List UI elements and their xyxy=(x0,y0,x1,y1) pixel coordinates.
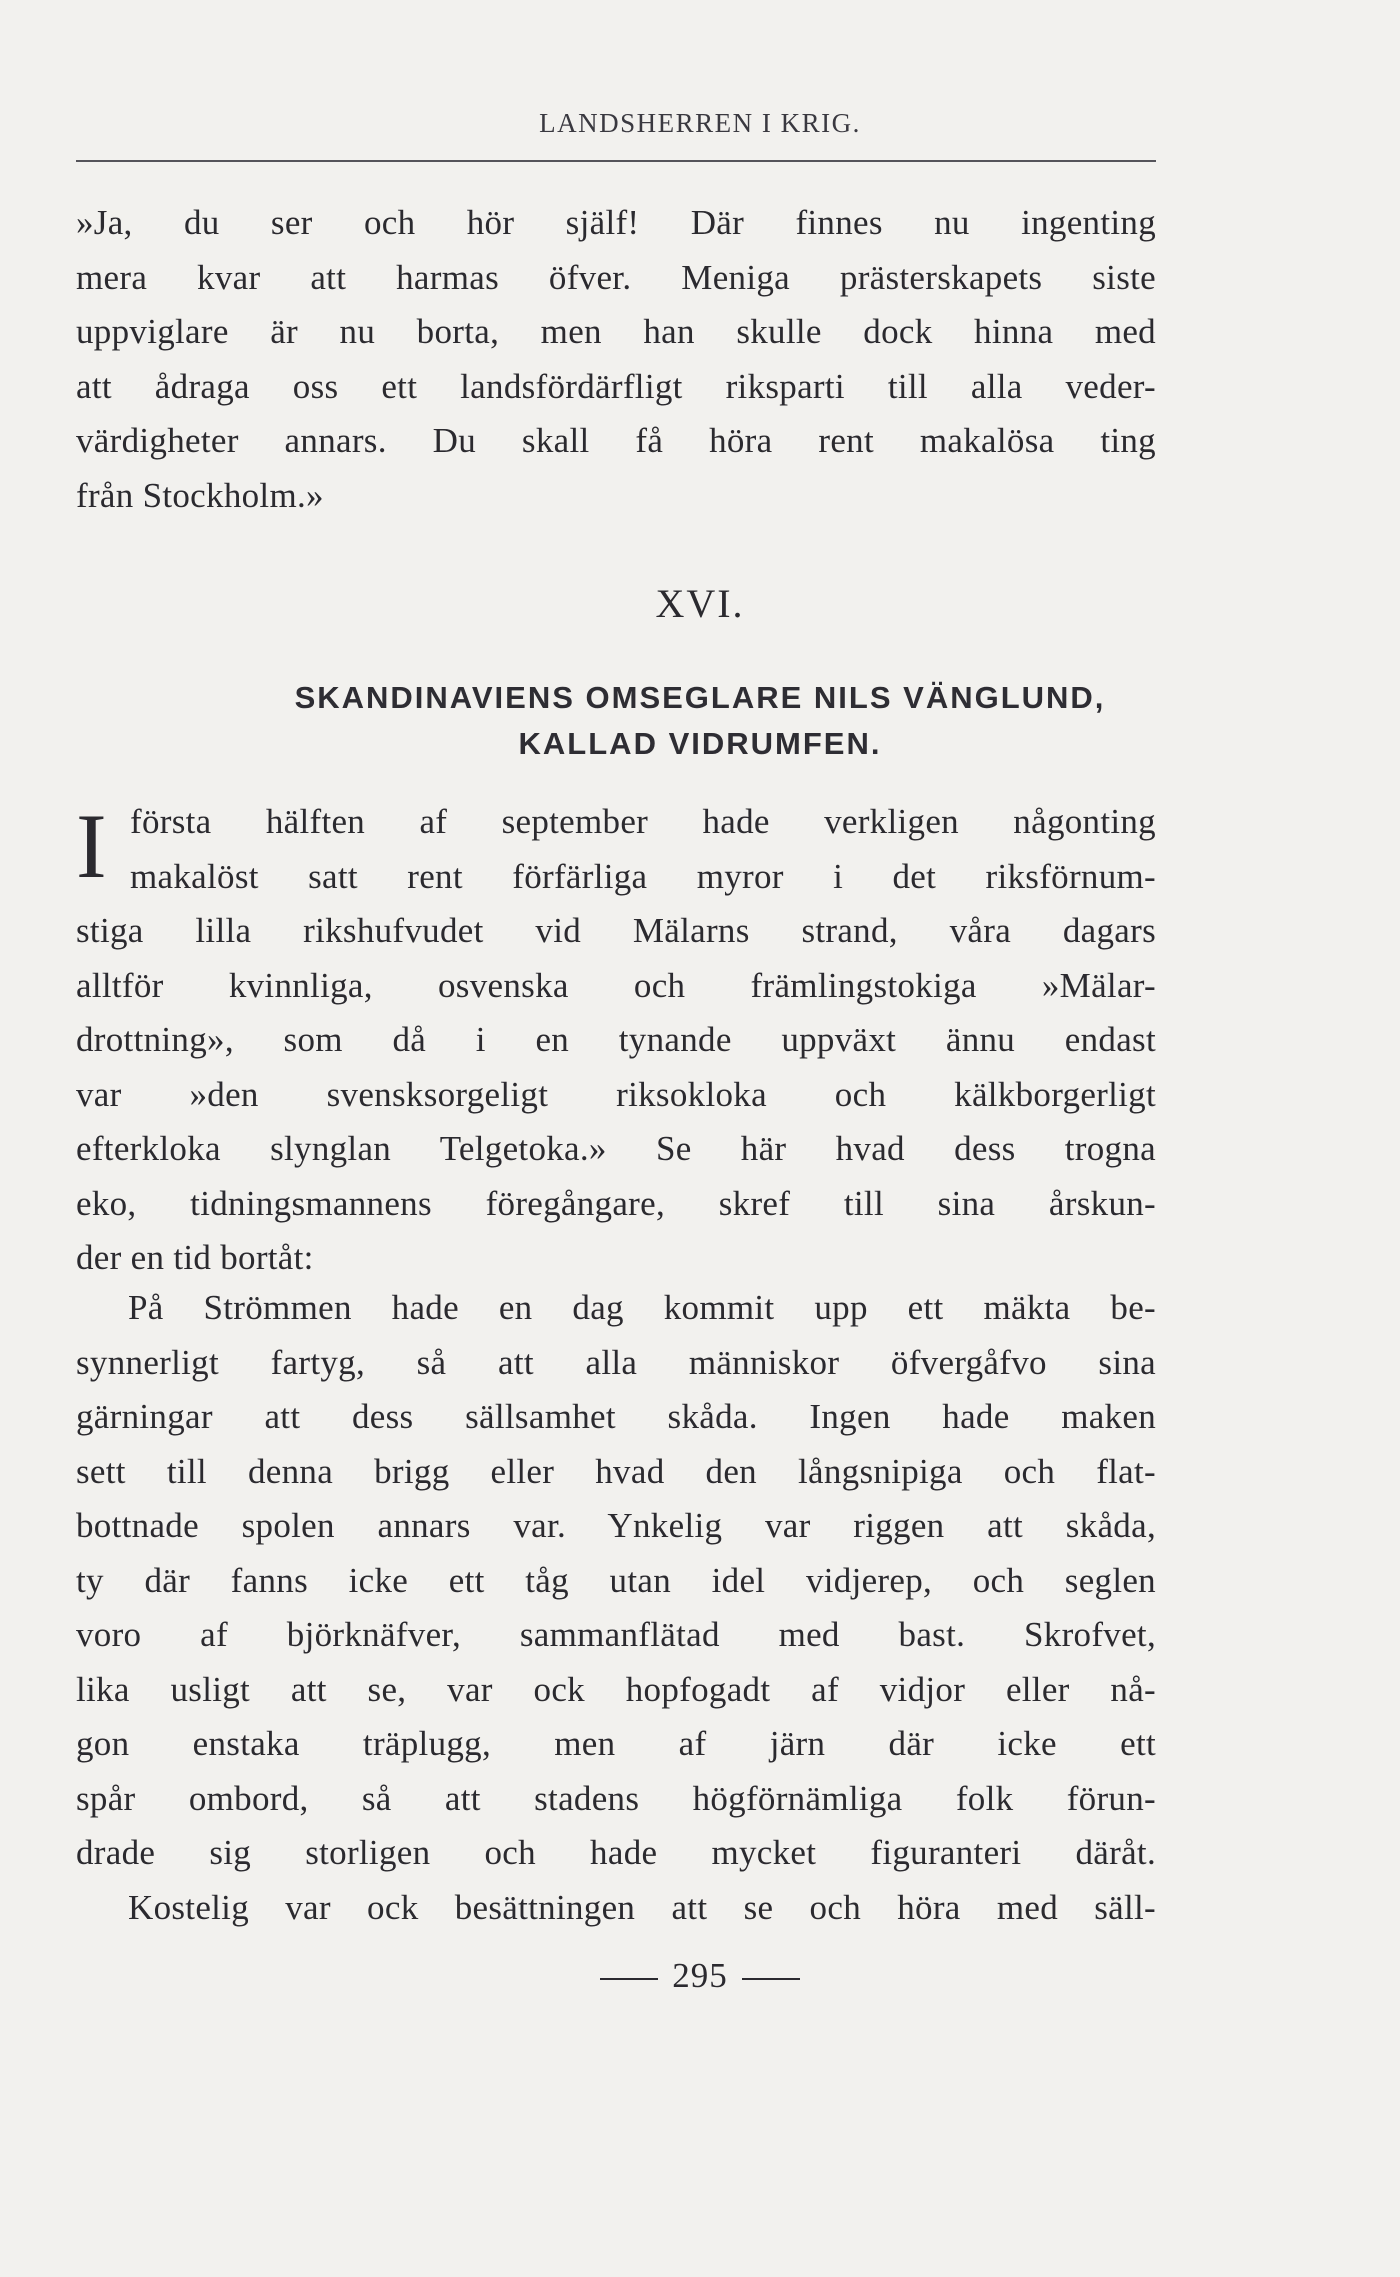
quoted-passage xyxy=(76,1281,1156,1935)
text-line: lika usligt att se, var ock hopfogadt af vidjor eller nå- xyxy=(76,1669,1156,1709)
text-line: der en tid bortåt: xyxy=(76,1238,314,1277)
text-line: eko, tidningsmannens föregångare, skref till sina årskun- xyxy=(76,1183,1156,1223)
text-line: ty där fanns icke ett tåg utan idel vidjerep, och seglen xyxy=(76,1560,1156,1600)
chapter-title-line-1: SKANDINAVIENS OMSEGLARE NILS VÄNGLUND, xyxy=(294,680,1106,715)
text-line: sett till denna brigg eller hvad den långsnipiga och flat- xyxy=(76,1451,1156,1491)
text-line: makalöst satt rent förfärliga myror i det riksförnum- xyxy=(130,856,1156,896)
text-line: gärningar att dess sällsamhet skåda. Ingen hade maken xyxy=(76,1397,1156,1436)
page-number: 295 xyxy=(672,1956,728,1995)
text-line: stiga lilla rikshufvudet vid Mälarns strand, våra dagars xyxy=(76,911,1156,950)
drop-cap: I xyxy=(76,795,107,897)
chapter-number: XVI. xyxy=(655,581,745,626)
text-line: efterkloka slynglan Telgetoka.» Se här hvad dess trogna xyxy=(76,1129,1156,1168)
text-line: Kostelig var ock besättningen att se och höra med säll- xyxy=(128,1887,1156,1927)
left-dash xyxy=(600,1978,658,1980)
text-line: att ådraga oss ett landsfördärfligt riksparti till alla veder- xyxy=(76,366,1156,406)
text-line: mera kvar att harmas öfver. Meniga prästerskapets siste xyxy=(76,257,1156,297)
right-dash xyxy=(742,1978,800,1980)
text-line: drade sig storligen och hade mycket figuranteri däråt. xyxy=(76,1833,1156,1872)
text-line: drottning», som då i en tynande uppväxt ännu endast xyxy=(76,1020,1156,1059)
opening-paragraph xyxy=(76,196,1156,523)
text-line: alltför kvinnliga, osvenska och främlingstokiga »Mälar- xyxy=(76,965,1156,1005)
page-number-footer xyxy=(0,1956,1400,1996)
text-line: var »den svensksorgeligt riksokloka och kälkborgerligt xyxy=(76,1074,1156,1114)
text-line: gon enstaka träplugg, men af järn där icke ett xyxy=(76,1724,1156,1763)
text-line: synnerligt fartyg, så att alla människor öfvergåfvo sina xyxy=(76,1342,1156,1382)
text-line: första hälften af september hade verkligen någonting xyxy=(130,802,1156,841)
text-line: från Stockholm.» xyxy=(76,475,324,515)
chapter-title-line-2: KALLAD VIDRUMFEN. xyxy=(518,726,882,761)
text-line: bottnade spolen annars var. Ynkelig var riggen att skåda, xyxy=(76,1506,1156,1545)
header-rule xyxy=(76,160,1156,162)
text-line: »Ja, du ser och hör själf! Där finnes nu ingenting xyxy=(76,203,1156,242)
chapter-opening-paragraph xyxy=(76,795,1156,1286)
text-line: På Strömmen hade en dag kommit upp ett mäkta be- xyxy=(128,1288,1156,1327)
text-line: voro af björknäfver, sammanflätad med bast. Skrofvet, xyxy=(76,1615,1156,1654)
text-line: spår ombord, så att stadens högförnämliga folk förun- xyxy=(76,1778,1156,1818)
running-header: LANDSHERREN I KRIG. xyxy=(539,108,861,138)
text-line: värdigheter annars. Du skall få höra rent makalösa ting xyxy=(76,421,1156,460)
text-line: uppviglare är nu borta, men han skulle dock hinna med xyxy=(76,312,1156,351)
